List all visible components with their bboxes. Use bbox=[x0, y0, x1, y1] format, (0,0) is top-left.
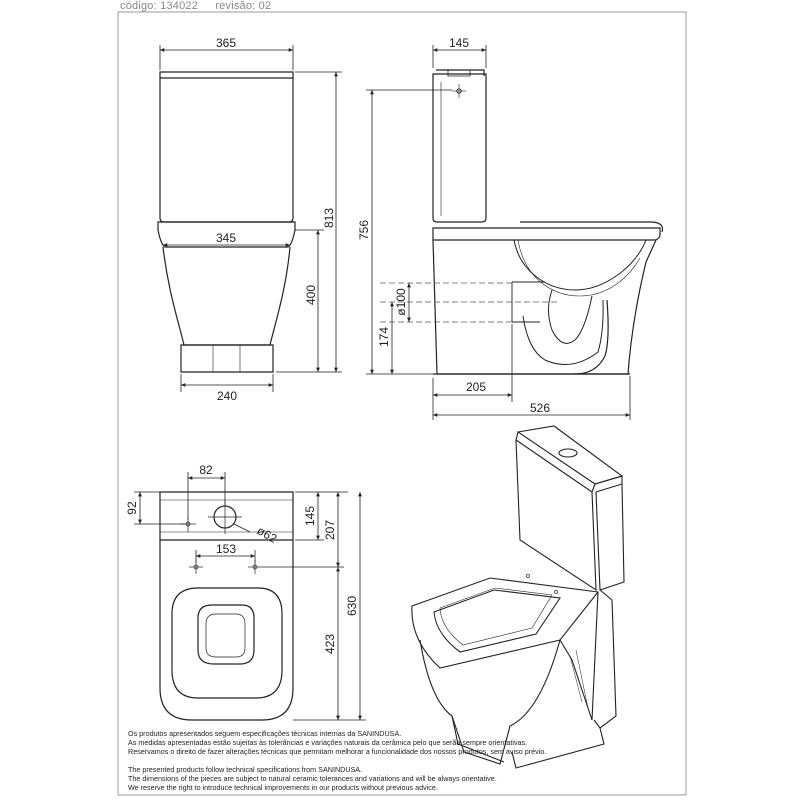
note-en-3: We reserve the right to introduce technical improvements in our products without previous advice. bbox=[128, 783, 438, 792]
revision-number: revisão: 02 bbox=[215, 0, 272, 12]
dim-front-bowl-height: 400 bbox=[304, 284, 318, 306]
dim-front-width-base: 240 bbox=[216, 389, 238, 403]
dim-top-tank-depth: 145 bbox=[303, 505, 317, 527]
notes-spacer bbox=[128, 756, 688, 765]
note-en-2: The dimensions of the pieces are subject to natural ceramic tolerances and variations and will be always orientative. bbox=[128, 774, 497, 783]
note-pt-1: Os produtos apresentados seguem especificações técnicas internas da SANINDUSA. bbox=[128, 729, 402, 738]
disclaimer-notes bbox=[128, 729, 688, 792]
perspective-view bbox=[412, 426, 624, 768]
front-view-dimensions bbox=[160, 45, 342, 392]
note-pt-2: As medidas apresentadas estão sujeitas às tolerâncias e variações naturais da cerâmica pelo que serão sempre orientativas. bbox=[128, 738, 528, 747]
note-pt-3: Reservamos o direito de fazer alterações técnicas que permitam melhorar a funcionalidade dos nossos produtos, sem aviso prévio. bbox=[128, 747, 547, 756]
dim-side-outlet-height: 174 bbox=[377, 326, 391, 348]
dim-top-hole-spacing: 82 bbox=[199, 463, 213, 477]
front-view bbox=[158, 72, 295, 372]
top-view bbox=[160, 492, 293, 720]
note-en-1: The presented products follow technical specifications from SANINDUSA. bbox=[128, 765, 363, 774]
dim-side-total-depth: 526 bbox=[529, 401, 551, 415]
dim-top-total-length: 630 bbox=[345, 595, 359, 617]
dim-side-outlet-offset: 205 bbox=[465, 380, 487, 394]
side-view bbox=[433, 70, 663, 374]
dim-side-pipe-diameter: ø100 bbox=[394, 288, 408, 316]
page-frame bbox=[118, 12, 686, 795]
top-view-marks bbox=[180, 500, 262, 574]
product-code: código: 134022 bbox=[120, 0, 199, 12]
dim-top-hole-diameter: ø62 bbox=[254, 523, 280, 546]
dim-top-fixing-spacing: 153 bbox=[215, 542, 237, 556]
dim-front-total-height: 813 bbox=[322, 207, 336, 229]
dim-top-bowl-length: 423 bbox=[323, 633, 337, 655]
dim-top-edge-to-hole: 92 bbox=[125, 501, 139, 515]
dim-side-tank-depth: 145 bbox=[448, 36, 470, 50]
dim-side-height: 756 bbox=[357, 219, 371, 241]
dim-front-width-mid: 345 bbox=[215, 231, 237, 245]
dim-top-to-fixing: 207 bbox=[323, 519, 337, 541]
top-view-dimensions bbox=[134, 472, 366, 720]
side-view-dimensions bbox=[366, 45, 630, 420]
dim-front-width-top: 365 bbox=[215, 36, 237, 50]
